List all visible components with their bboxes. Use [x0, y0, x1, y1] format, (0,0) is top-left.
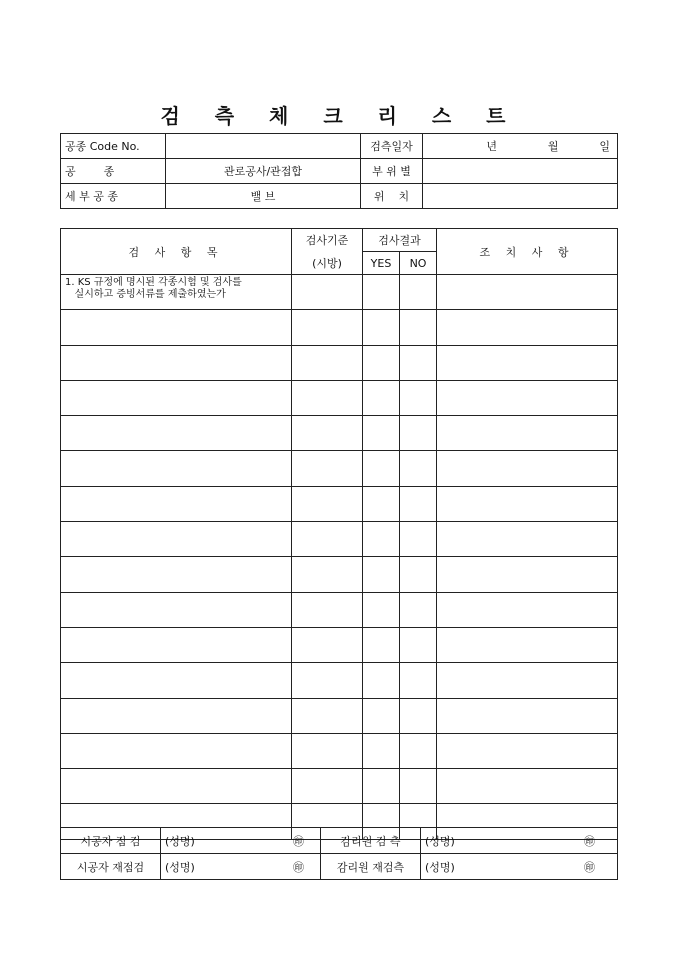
- criteria-cell[interactable]: [292, 380, 363, 415]
- contractor-recheck-sign[interactable]: [161, 854, 321, 880]
- criteria-cell[interactable]: [292, 486, 363, 521]
- action-cell[interactable]: [437, 627, 618, 662]
- seal-icon: ㊞: [584, 834, 595, 848]
- result-header: 검사결과: [363, 229, 437, 252]
- no-cell[interactable]: [400, 451, 437, 486]
- check-item-cell[interactable]: [61, 769, 292, 804]
- no-cell[interactable]: [400, 486, 437, 521]
- check-item-cell[interactable]: 1. KS 규정에 명시된 각종시험 및 검사를 실시하고 증빙서류를 제출하였는가: [61, 275, 292, 310]
- code-label: 공종 Code No.: [61, 134, 166, 159]
- check-item-cell[interactable]: [61, 733, 292, 768]
- contractor-recheck-label: 시공자 재점검: [61, 854, 161, 880]
- no-cell[interactable]: [400, 663, 437, 698]
- type-label: 공 종: [61, 159, 166, 184]
- check-item-cell[interactable]: [61, 310, 292, 345]
- yes-cell[interactable]: [363, 522, 400, 557]
- criteria-cell[interactable]: [292, 627, 363, 662]
- table-row: [61, 663, 618, 698]
- yes-cell[interactable]: [363, 698, 400, 733]
- criteria-cell[interactable]: [292, 733, 363, 768]
- no-cell[interactable]: [400, 522, 437, 557]
- no-cell[interactable]: [400, 557, 437, 592]
- no-header: NO: [400, 252, 437, 275]
- table-row: [61, 769, 618, 804]
- code-field[interactable]: [166, 134, 361, 159]
- sub-type-label: 세 부 공 종: [61, 184, 166, 209]
- action-cell[interactable]: [437, 733, 618, 768]
- supervisor-recheck-label: 감리원 재검측: [321, 854, 421, 880]
- yes-cell[interactable]: [363, 592, 400, 627]
- supervisor-check-sign[interactable]: [421, 828, 618, 854]
- action-cell[interactable]: [437, 416, 618, 451]
- contractor-check-sign[interactable]: [161, 828, 321, 854]
- no-cell[interactable]: [400, 275, 437, 310]
- item-header: 검 사 항 목: [61, 229, 292, 275]
- criteria-cell[interactable]: [292, 557, 363, 592]
- type-field[interactable]: 관로공사/관접합: [166, 159, 361, 184]
- checklist-table: [60, 228, 618, 840]
- date-year: 년: [486, 140, 497, 153]
- table-row: [61, 733, 618, 768]
- table-row: [61, 557, 618, 592]
- page-title: 검 측 체 크 리 스 트: [160, 104, 520, 128]
- criteria-cell[interactable]: [292, 310, 363, 345]
- action-cell[interactable]: [437, 451, 618, 486]
- location-field[interactable]: [423, 184, 618, 209]
- criteria-cell[interactable]: [292, 345, 363, 380]
- check-item-cell[interactable]: [61, 627, 292, 662]
- criteria-cell[interactable]: [292, 769, 363, 804]
- yes-cell[interactable]: [363, 769, 400, 804]
- action-cell[interactable]: [437, 275, 618, 310]
- criteria-cell[interactable]: [292, 592, 363, 627]
- criteria-cell[interactable]: [292, 275, 363, 310]
- action-header: 조 치 사 항: [437, 229, 618, 275]
- name-placeholder: (성명): [165, 834, 195, 848]
- seal-icon: ㊞: [293, 834, 304, 848]
- table-row: [61, 416, 618, 451]
- part-field[interactable]: [423, 159, 618, 184]
- check-item-cell[interactable]: [61, 663, 292, 698]
- criteria-cell[interactable]: [292, 698, 363, 733]
- date-field[interactable]: [423, 134, 618, 159]
- criteria-cell[interactable]: [292, 522, 363, 557]
- table-row: [61, 380, 618, 415]
- date-month: 월: [547, 140, 559, 153]
- criteria-cell[interactable]: [292, 663, 363, 698]
- sub-type-field[interactable]: 밸 브: [166, 184, 361, 209]
- supervisor-recheck-sign[interactable]: [421, 854, 618, 880]
- seal-icon: ㊞: [584, 860, 595, 874]
- table-row: [61, 522, 618, 557]
- yes-cell[interactable]: [363, 275, 400, 310]
- name-placeholder: (성명): [425, 860, 455, 874]
- no-cell[interactable]: [400, 345, 437, 380]
- action-cell[interactable]: [437, 698, 618, 733]
- info-table: [60, 133, 618, 209]
- criteria-header: 검사기준: [292, 229, 363, 252]
- check-item-cell[interactable]: [61, 522, 292, 557]
- yes-cell[interactable]: [363, 627, 400, 662]
- criteria-cell[interactable]: [292, 451, 363, 486]
- name-placeholder: (성명): [425, 834, 455, 848]
- yes-header: YES: [363, 252, 400, 275]
- action-cell[interactable]: [437, 310, 618, 345]
- no-cell[interactable]: [400, 416, 437, 451]
- action-cell[interactable]: [437, 522, 618, 557]
- no-cell[interactable]: [400, 627, 437, 662]
- check-item-cell[interactable]: [61, 486, 292, 521]
- check-item-cell[interactable]: [61, 451, 292, 486]
- no-cell[interactable]: [400, 310, 437, 345]
- table-row: [61, 698, 618, 733]
- name-placeholder: (성명): [165, 860, 195, 874]
- check-item-cell[interactable]: [61, 380, 292, 415]
- check-item-cell[interactable]: [61, 592, 292, 627]
- yes-cell[interactable]: [363, 310, 400, 345]
- no-cell[interactable]: [400, 380, 437, 415]
- part-label: 부 위 별: [361, 159, 423, 184]
- table-row: [61, 451, 618, 486]
- action-cell[interactable]: [437, 557, 618, 592]
- criteria-cell[interactable]: [292, 416, 363, 451]
- no-cell[interactable]: [400, 592, 437, 627]
- contractor-check-label: 시공자 점 검: [61, 828, 161, 854]
- table-row: [61, 627, 618, 662]
- action-cell[interactable]: [437, 592, 618, 627]
- date-day: 일: [599, 140, 610, 153]
- action-cell[interactable]: [437, 486, 618, 521]
- yes-cell[interactable]: [363, 345, 400, 380]
- action-cell[interactable]: [437, 345, 618, 380]
- seal-icon: ㊞: [293, 860, 304, 874]
- action-cell[interactable]: [437, 663, 618, 698]
- signature-table: [60, 827, 618, 880]
- yes-cell[interactable]: [363, 663, 400, 698]
- yes-cell[interactable]: [363, 416, 400, 451]
- yes-cell[interactable]: [363, 451, 400, 486]
- location-label: 위 치: [361, 184, 423, 209]
- check-item-cell[interactable]: [61, 345, 292, 380]
- table-row: [61, 275, 618, 310]
- yes-cell[interactable]: [363, 380, 400, 415]
- table-row: [61, 592, 618, 627]
- criteria-subheader: (시방): [292, 252, 363, 275]
- action-cell[interactable]: [437, 380, 618, 415]
- yes-cell[interactable]: [363, 486, 400, 521]
- check-item-cell[interactable]: [61, 698, 292, 733]
- no-cell[interactable]: [400, 698, 437, 733]
- table-row: [61, 345, 618, 380]
- action-cell[interactable]: [437, 769, 618, 804]
- date-label: 검측일자: [361, 134, 423, 159]
- check-item-cell[interactable]: [61, 557, 292, 592]
- no-cell[interactable]: [400, 769, 437, 804]
- table-row: [61, 486, 618, 521]
- yes-cell[interactable]: [363, 733, 400, 768]
- check-item-cell[interactable]: [61, 416, 292, 451]
- supervisor-check-label: 감리원 검 측: [321, 828, 421, 854]
- no-cell[interactable]: [400, 733, 437, 768]
- yes-cell[interactable]: [363, 557, 400, 592]
- table-row: [61, 310, 618, 345]
